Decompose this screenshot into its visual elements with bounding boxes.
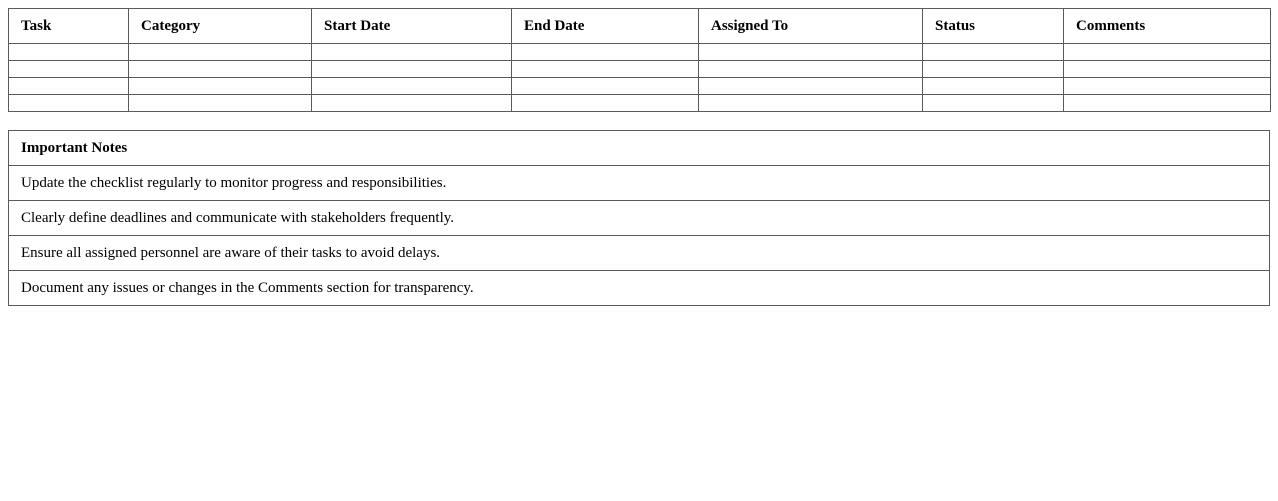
table-cell [312, 44, 512, 61]
column-header-category: Category [129, 9, 312, 44]
table-row [9, 95, 1271, 112]
table-cell [923, 44, 1064, 61]
column-header-status: Status [923, 9, 1064, 44]
table-cell [923, 61, 1064, 78]
table-cell [312, 61, 512, 78]
table-cell [129, 95, 312, 112]
table-cell [512, 95, 699, 112]
table-cell [512, 78, 699, 95]
important-notes-table [8, 130, 1270, 306]
column-header-end-date: End Date [512, 9, 699, 44]
notes-header-row [9, 131, 1270, 166]
table-row [9, 78, 1271, 95]
notes-heading: Important Notes [9, 131, 1270, 166]
table-cell [512, 61, 699, 78]
column-header-task: Task [9, 9, 129, 44]
table-cell [129, 61, 312, 78]
note-item: Document any issues or changes in the Comments section for transparency. [9, 271, 1270, 306]
table-cell [1064, 61, 1271, 78]
table-row [9, 44, 1271, 61]
note-item: Clearly define deadlines and communicate with stakeholders frequently. [9, 201, 1270, 236]
note-row [9, 166, 1270, 201]
table-cell [699, 61, 923, 78]
table-header-row [9, 9, 1271, 44]
column-header-comments: Comments [1064, 9, 1271, 44]
task-checklist-table [8, 8, 1271, 112]
note-item: Ensure all assigned personnel are aware of their tasks to avoid delays. [9, 236, 1270, 271]
table-cell [512, 44, 699, 61]
note-row [9, 236, 1270, 271]
note-item: Update the checklist regularly to monitor progress and responsibilities. [9, 166, 1270, 201]
column-header-start-date: Start Date [312, 9, 512, 44]
table-cell [699, 78, 923, 95]
table-cell [1064, 95, 1271, 112]
table-cell [9, 78, 129, 95]
table-cell [9, 61, 129, 78]
table-cell [1064, 78, 1271, 95]
table-cell [923, 78, 1064, 95]
column-header-assigned-to: Assigned To [699, 9, 923, 44]
table-cell [129, 78, 312, 95]
table-cell [923, 95, 1064, 112]
note-row [9, 271, 1270, 306]
table-cell [699, 44, 923, 61]
table-cell [129, 44, 312, 61]
table-cell [699, 95, 923, 112]
table-cell [312, 95, 512, 112]
table-cell [9, 95, 129, 112]
table-cell [1064, 44, 1271, 61]
note-row [9, 201, 1270, 236]
table-cell [312, 78, 512, 95]
table-cell [9, 44, 129, 61]
table-row [9, 61, 1271, 78]
